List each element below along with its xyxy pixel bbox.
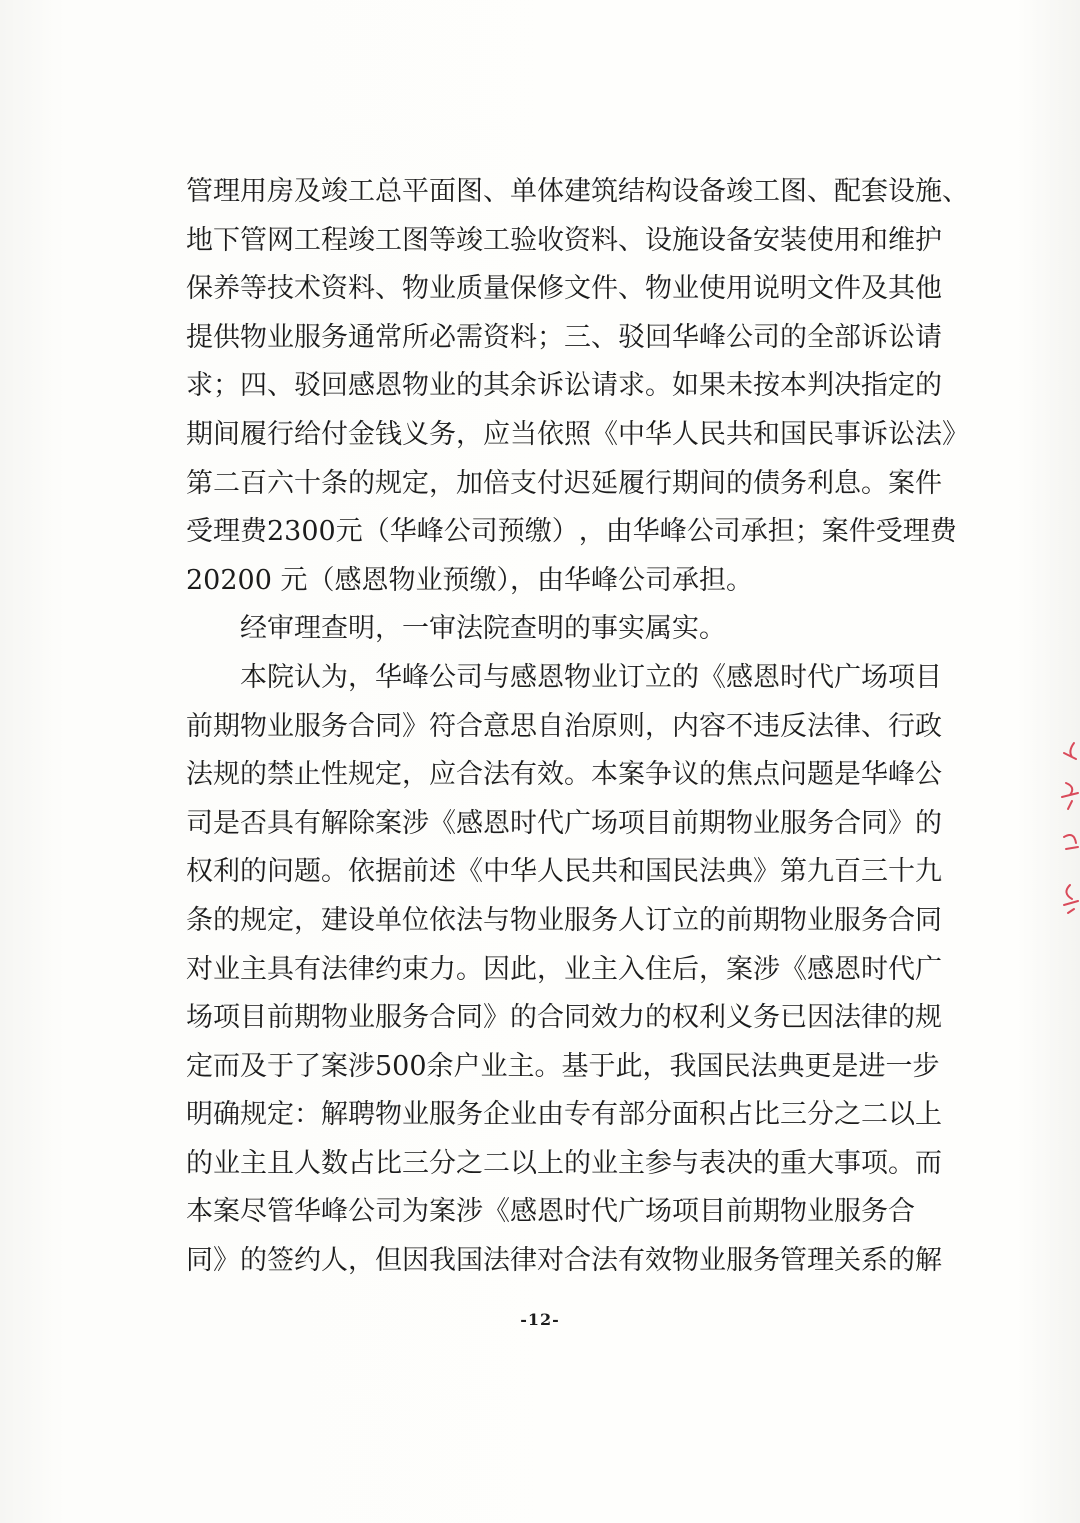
- text-line: 的 业 主 且 人 数 占 比 三 分 之 二 以 上 的 业 主 参 与 表 决 的 重 大 事 项 。 而: [186, 1147, 942, 1179]
- text-line: 第 二 百 六 十 条 的 规 定 ， 加 倍 支 付 迟 延 履 行 期 间 的 债 务 利 息 。 案 件: [186, 467, 942, 499]
- text-line: 本 院 认 为 ， 华 峰 公 司 与 感 恩 物 业 订 立 的 《 感 恩 时 代 广 场 项 目: [240, 661, 942, 693]
- text-line: 受 理 费 2300 元 （ 华 峰 公 司 预 缴 ） ， 由 华 峰 公 司 承 担 ； 案 件 受 理 费: [186, 516, 957, 548]
- text-line: 明 确 规 定 ： 解 聘 物 业 服 务 企 业 由 专 有 部 分 面 积 占 比 三 分 之 二 以 上: [186, 1099, 942, 1131]
- text-line: 经审理查明，一审法院查明的事实属实。: [240, 613, 726, 645]
- red-seal-icon: [1056, 735, 1080, 915]
- text-line: 保 养 等 技 术 资 料 、 物 业 质 量 保 修 文 件 、 物 业 使 用 说 明 文 件 及 其 他: [186, 273, 942, 305]
- text-line: 定 而 及 于 了 案 涉 500 余 户 业 主 。 基 于 此 ， 我 国 民 法 典 更 是 进 一 步: [186, 1050, 940, 1082]
- text-line: 法 规 的 禁 止 性 规 定 ， 应 合 法 有 效 。 本 案 争 议 的 焦 点 问 题 是 华 峰 公: [186, 759, 942, 791]
- document-body: [186, 168, 969, 1286]
- text-line: 求 ； 四 、 驳 回 感 恩 物 业 的 其 余 诉 讼 请 求 。 如 果 未 按 本 判 决 指 定 的: [186, 370, 942, 402]
- text-line: 前 期 物 业 服 务 合 同 》 符 合 意 思 自 治 原 则 ， 内 容 不 违 反 法 律 、 行 政: [186, 710, 942, 742]
- text-line: 提 供 物 业 服 务 通 常 所 必 需 资 料 ； 三 、 驳 回 华 峰 公 司 的 全 部 诉 讼 请: [186, 321, 942, 353]
- text-line: 场 项 目 前 期 物 业 服 务 合 同 》 的 合 同 效 力 的 权 利 义 务 已 因 法 律 的 规: [186, 1002, 942, 1034]
- text-line: 期 间 履 行 给 付 金 钱 义 务 ， 应 当 依 照 《 中 华 人 民 共 和 国 民 事 诉 讼 法 》: [186, 418, 969, 450]
- text-line: 地 下 管 网 工 程 竣 工 图 等 竣 工 验 收 资 料 、 设 施 设 备 安 装 使 用 和 维 护: [186, 224, 942, 256]
- text-line: 20200 元（感恩物业预缴），由华峰公司承担。: [186, 564, 753, 596]
- text-line: 对 业 主 具 有 法 律 约 束 力 。 因 此 ， 业 主 入 住 后 ， 案 涉 《 感 恩 时 代 广: [186, 953, 942, 985]
- text-line: 权 利 的 问 题 。 依 据 前 述 《 中 华 人 民 共 和 国 民 法 典 》 第 九 百 三 十 九: [186, 856, 942, 888]
- text-line: 条 的 规 定 ， 建 设 单 位 依 法 与 物 业 服 务 人 订 立 的 前 期 物 业 服 务 合 同: [186, 904, 942, 936]
- text-line: 司 是 否 具 有 解 除 案 涉 《 感 恩 时 代 广 场 项 目 前 期 物 业 服 务 合 同 》 的: [186, 807, 942, 839]
- page-number: -12-: [520, 1310, 560, 1329]
- text-line: 管 理 用 房 及 竣 工 总 平 面 图 、 单 体 建 筑 结 构 设 备 竣 工 图 、 配 套 设 施 、: [186, 176, 969, 207]
- text-line: 本 案 尽 管 华 峰 公 司 为 案 涉 《 感 恩 时 代 广 场 项 目 前 期 物 业 服 务 合: [186, 1196, 915, 1228]
- text-line: 同 》 的 签 约 人 ， 但 因 我 国 法 律 对 合 法 有 效 物 业 服 务 管 理 关 系 的 解: [186, 1245, 942, 1277]
- seal-fragment-icon: [1056, 735, 1080, 915]
